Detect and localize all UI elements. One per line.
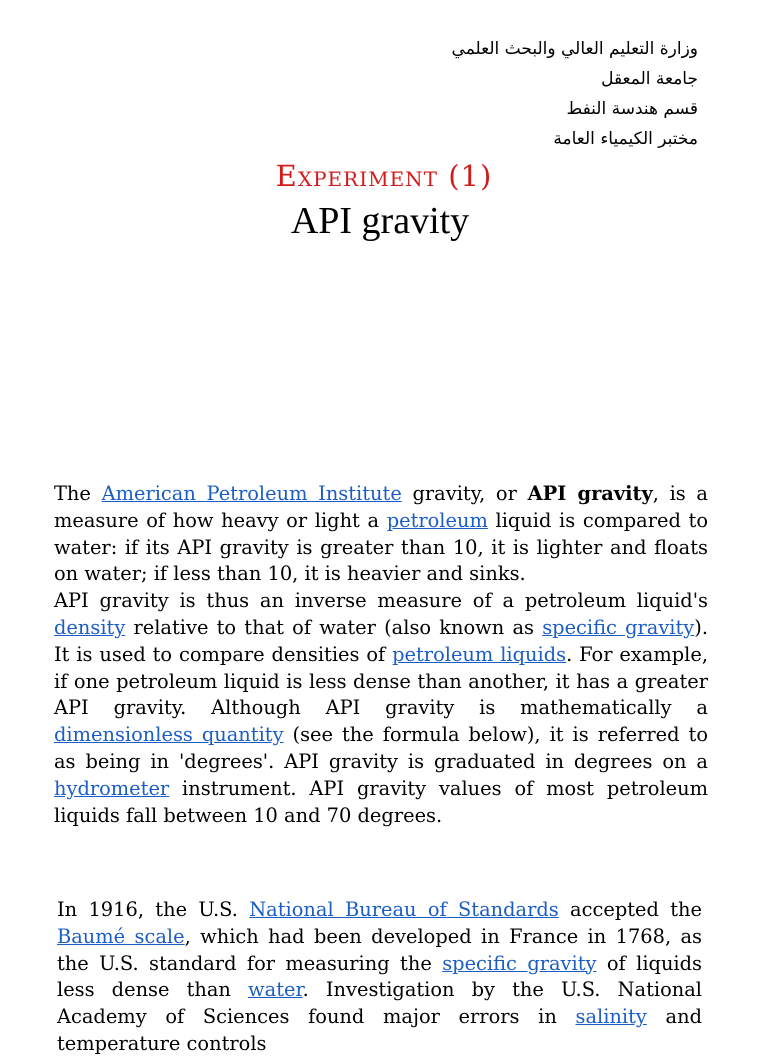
link-salinity[interactable]: salinity <box>575 1005 647 1029</box>
header-line-department: قسم هندسة النفط <box>566 99 698 119</box>
text-run: . For example, if one petroleum liquid is less dense than another, it has a greater API gravity. Although API gravity is mathematically a <box>54 642 708 720</box>
header-line-lab: مختبر الكيمياء العامة <box>553 129 698 149</box>
link-baume-scale[interactable]: Baumé scale <box>57 924 185 948</box>
link-hydrometer[interactable]: hydrometer <box>54 776 170 800</box>
text-run: instrument. API gravity values of most petroleum liquids fall between 10 and 70 degrees. <box>54 776 708 827</box>
ministry-header <box>452 34 698 154</box>
bold-term-api-gravity: API gravity <box>527 482 653 505</box>
text-run: In 1916, the U.S. <box>57 898 250 921</box>
text-run: and temperature controls <box>57 1005 702 1055</box>
text-run: relative to that of water (also known as <box>125 615 543 639</box>
link-petroleum[interactable]: petroleum <box>386 508 488 532</box>
text-run: (see the formula below), it is referred to as being in 'degrees'. API gravity is graduated in degrees on a <box>54 723 708 773</box>
text-run: gravity, or <box>401 482 528 505</box>
text-run: of liquids less dense than <box>57 951 702 1002</box>
header-line-university: جامعة المعقل <box>601 69 698 89</box>
experiment-title: Experiment (1) <box>275 159 493 193</box>
link-petroleum-liquids[interactable]: petroleum liquids <box>392 642 567 666</box>
link-water[interactable]: water <box>248 978 303 1002</box>
link-specific-gravity-2[interactable]: specific gravity <box>442 951 597 975</box>
text-run: , which had been developed in France in 1768, as the U.S. standard for measuring the <box>57 924 702 975</box>
text-run: The <box>54 482 102 505</box>
paragraph-definition <box>54 481 708 829</box>
text-run: liquid is compared to water: if its API gravity is greater than 10, it is lighter and floats on water; if less than 10, it is heavier and sinks. <box>54 508 708 586</box>
page-title: API gravity <box>290 200 470 242</box>
text-run: . Investigation by the U.S. National Academy of Sciences found major errors in <box>57 978 703 1029</box>
paragraph-history <box>57 897 702 1058</box>
text-run: API gravity is thus an inverse measure of a petroleum liquid's <box>54 589 708 613</box>
text-run: accepted the <box>558 898 702 921</box>
link-specific-gravity[interactable]: specific gravity <box>542 615 695 639</box>
header-line-ministry: وزارة التعليم العالي والبحث العلمي <box>451 39 698 59</box>
link-national-bureau-of-standards[interactable]: National Bureau of Standards <box>249 898 559 921</box>
link-dimensionless-quantity[interactable]: dimensionless quantity <box>54 723 284 747</box>
link-density[interactable]: density <box>54 615 126 639</box>
text-run: , is a measure of how heavy or light a <box>54 482 708 532</box>
text-run: ). It is used to compare densities of <box>54 615 708 666</box>
link-american-petroleum-institute[interactable]: American Petroleum Institute <box>101 482 402 505</box>
